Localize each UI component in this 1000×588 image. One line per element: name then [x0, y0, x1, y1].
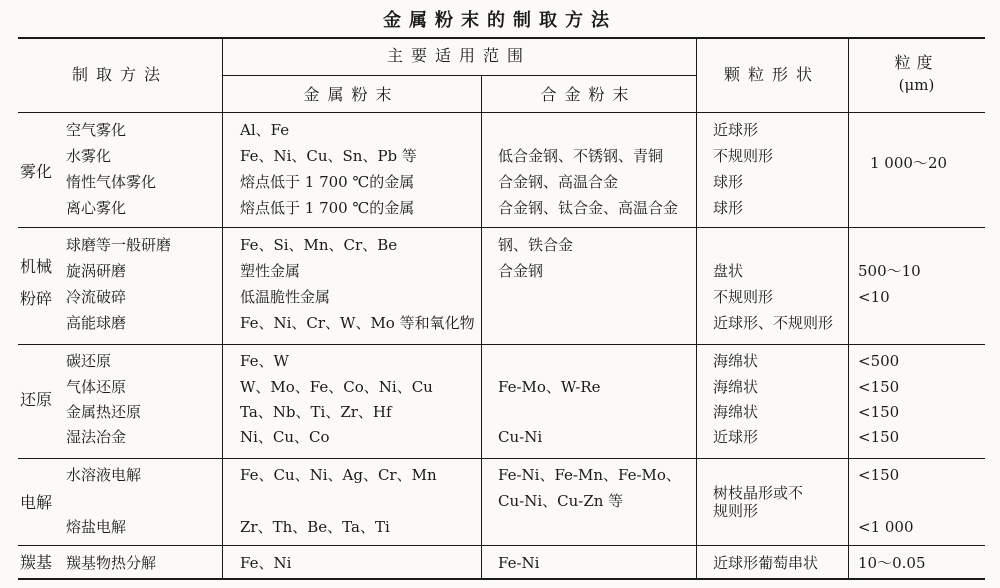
shape-cell: 盘状: [713, 262, 744, 280]
size-atomize: 1 000～20: [870, 154, 948, 172]
alloy-cell: Cu-Ni、Cu-Zn 等: [498, 492, 624, 510]
metal-cell: Fe、W: [240, 352, 289, 370]
method-cell: 湿法冶金: [66, 428, 127, 446]
group-label-carbonyl: 羰基: [20, 553, 53, 572]
method-cell: 空气雾化: [66, 121, 127, 139]
shape-cell: 球形: [713, 199, 744, 217]
size-cell: <150: [858, 466, 900, 484]
rule-group-4: [18, 545, 985, 546]
shape-cell: 树枝晶形或不: [713, 484, 804, 502]
shape-cell: 近球形: [713, 121, 759, 139]
method-cell: 旋涡研磨: [66, 262, 127, 280]
alloy-cell: 钢、铁合金: [498, 236, 574, 254]
rule-bottom: [18, 578, 985, 580]
size-cell: 500～10: [858, 262, 921, 280]
method-cell: 惰性气体雾化: [66, 173, 157, 191]
header-metal-powder: 金属粉末: [303, 85, 400, 104]
size-cell: <150: [858, 378, 900, 396]
shape-cell: 近球形: [713, 428, 759, 446]
metal-cell: 熔点低于 1 700 ℃的金属: [240, 173, 415, 191]
method-cell: 球磨等一般研磨: [66, 236, 172, 254]
alloy-cell: Fe-Ni、Fe-Mn、Fe-Mo、: [498, 466, 681, 484]
metal-cell: Fe、Cu、Ni、Ag、Cr、Mn: [240, 466, 437, 484]
shape-cell: 近球形、不规则形: [713, 314, 834, 332]
metal-cell: Ni、Cu、Co: [240, 428, 330, 446]
rule-header-bottom: [18, 112, 985, 113]
header-method: 制取方法: [71, 65, 168, 84]
header-size-unit: (μm): [898, 76, 935, 94]
metal-cell: Fe、Ni: [240, 554, 292, 572]
metal-cell: Fe、Ni、Cr、W、Mo 等和氧化物: [240, 314, 475, 332]
shape-cell: 不规则形: [713, 288, 774, 306]
method-cell: 碳还原: [66, 352, 112, 370]
header-alloy-powder: 合金粉末: [540, 85, 637, 104]
rule-header-sub: [222, 75, 696, 76]
metal-cell: Zr、Th、Be、Ta、Ti: [240, 518, 390, 536]
size-cell: <1 000: [858, 518, 914, 536]
shape-cell: 球形: [713, 173, 744, 191]
rule-top: [18, 37, 985, 39]
vline-1: [222, 37, 223, 580]
metal-cell: Fe、Ni、Cu、Sn、Pb 等: [240, 147, 417, 165]
group-label-mechanical-2: 粉碎: [20, 289, 53, 308]
shape-cell: 海绵状: [713, 352, 759, 370]
alloy-cell: 合金钢、钛合金、高温合金: [498, 199, 679, 217]
method-cell: 熔盐电解: [66, 518, 127, 536]
size-cell: <150: [858, 428, 900, 446]
group-label-mechanical-1: 机械: [20, 257, 53, 276]
vline-2: [481, 75, 482, 580]
vline-3: [696, 37, 697, 580]
shape-cell: 规则形: [713, 502, 759, 520]
metal-cell: Al、Fe: [240, 121, 290, 139]
size-cell: <500: [858, 352, 900, 370]
alloy-cell: Cu-Ni: [498, 428, 543, 446]
shape-cell: 海绵状: [713, 378, 759, 396]
method-cell: 离心雾化: [66, 199, 127, 217]
method-cell: 气体还原: [66, 378, 127, 396]
method-cell: 冷流破碎: [66, 288, 127, 306]
group-label-reduction: 还原: [20, 390, 53, 409]
table-title: 金属粉末的制取方法: [383, 10, 617, 31]
rule-group-1: [18, 227, 985, 228]
method-cell: 水雾化: [66, 147, 112, 165]
method-cell: 羰基物热分解: [66, 554, 157, 572]
rule-group-3: [18, 458, 985, 459]
metal-cell: W、Mo、Fe、Co、Ni、Cu: [240, 378, 433, 396]
metal-cell: 塑性金属: [240, 262, 301, 280]
alloy-cell: Fe-Mo、W-Re: [498, 378, 601, 396]
alloy-cell: 合金钢: [498, 262, 544, 280]
method-cell: 水溶液电解: [66, 466, 142, 484]
method-cell: 高能球磨: [66, 314, 127, 332]
shape-cell: 不规则形: [713, 147, 774, 165]
size-cell: <10: [858, 288, 890, 306]
group-label-electrolysis: 电解: [20, 493, 53, 512]
alloy-cell: 合金钢、高温合金: [498, 173, 619, 191]
group-label-atomize: 雾化: [20, 162, 53, 181]
alloy-cell: 低合金钢、不锈钢、青铜: [498, 147, 664, 165]
metal-cell: Ta、Nb、Ti、Zr、Hf: [240, 403, 392, 421]
metal-cell: 低温脆性金属: [240, 288, 331, 306]
header-shape: 颗粒形状: [723, 65, 820, 84]
shape-cell: 近球形葡萄串状: [713, 554, 819, 572]
method-cell: 金属热还原: [66, 403, 142, 421]
metal-cell: 熔点低于 1 700 ℃的金属: [240, 199, 415, 217]
vline-4: [848, 37, 849, 580]
shape-cell: 海绵状: [713, 403, 759, 421]
alloy-cell: Fe-Ni: [498, 554, 540, 572]
size-cell: 10～0.05: [858, 554, 926, 572]
header-size: 粒度: [894, 53, 939, 72]
size-cell: <150: [858, 403, 900, 421]
header-scope: 主要适用范围: [386, 46, 531, 65]
rule-group-2: [18, 344, 985, 345]
metal-cell: Fe、Si、Mn、Cr、Be: [240, 236, 398, 254]
